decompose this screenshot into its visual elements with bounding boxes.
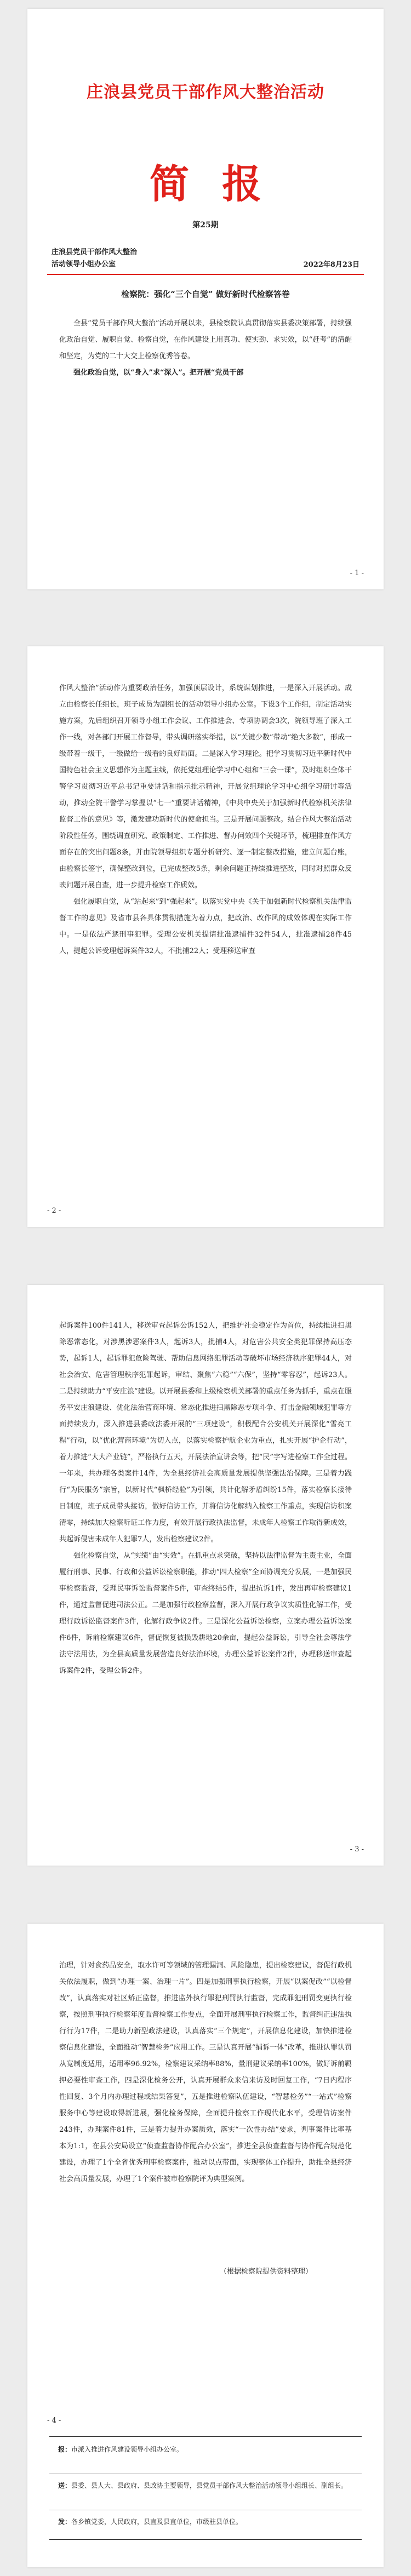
issue-number: 第25期 — [192, 221, 219, 230]
footer-top-rule — [49, 2436, 362, 2437]
masthead: 简报 — [149, 161, 294, 207]
distribute-label: 发： — [58, 2518, 72, 2526]
page-number: - 3 - — [350, 1845, 364, 1854]
page-1 — [27, 9, 384, 589]
page-number: - 4 - — [47, 2417, 61, 2425]
article-body-page4 — [59, 1958, 352, 2188]
report-to: 市派入推进作风建设领导小组办公室。 — [71, 2446, 184, 2453]
paragraph: 强化履职自觉，从“站起来”到“强起来”。以落实党中央《关于加强新时代检察机关法律监督工作的意见》及省市县各具体贯彻措施为着力点，把政治、改作风的成效体现在实际工作中。一是依法严惩刑事犯罪。受理公安机关提请批准逮捕件32件54人，批准逮捕28件45人，提起公诉受理起诉案件32人，不批捕22人；受理移送审查 — [59, 898, 352, 955]
source-note: （根据检察院提供资料整理） — [219, 2268, 312, 2276]
distribute-block — [58, 2515, 353, 2528]
issuing-org-line1: 庄浪县党员干部作风大整治 — [52, 248, 138, 256]
paragraph: 强化政治自觉，以“身入”求“深入”。把开展“党员干部 — [73, 369, 244, 377]
paragraph: 起诉案件100件141人，移送审查起诉公诉152人，把维护社会稳定作为首位，持续推进扫黑除恶常态化，对涉黑涉恶案件3人，起诉3人，批捕4人，对危害公共安全类犯罪保持高压态势，起诉1人，起诉罪犯危险驾驶、帮助信息网络犯罪活动等破坏市场经济秩序犯罪44人，对社会治安、危害管理秩序犯罪起诉，审结、聚焦“六稳”“六保”，坚持“零容忍”，起诉23人。二是持续助力“平安庄浪”建设。以开展县委和上级检察机关部署的重点任务为抓手，重点在服务平安庄浪建设、优化法治营商环境、常态化推进扫黑除恶专项斗争、打击金融领域犯罪等方面持续发力，深入推进县委政法委开展的“三项建设”，积极配合公安机关开展深化“雪亮工程”行动，以“优化营商环境”为切入点，以落实检察护航企业为重点，扎实开展“护企行动”，着力推进“大大产业链”，严格执行五天，开展法治宣讲会等，把“民”字写进检察工作全过程。一年来，共办理各类案件14件，为全县经济社会高质量发展提供坚强法治保障。三是着力践行“为民服务”宗旨，以新时代“枫桥经验”为引领，共计化解矛盾纠纷15件，落实检察长接待日制度，班子成员带头接访，做好信访工作，并将信访化解纳入检察工作重点，实现信访积案清零，持续加大检察听证工作力度，有效开展行政执法监督，未成年人检察工作取得新成效，共起诉侵害未成年人犯罪7人，发出检察建议2件。 — [59, 1322, 352, 1544]
issuing-org-line2: 活动领导小组办公室 — [52, 260, 116, 268]
page-number: - 2 - — [47, 1207, 61, 1215]
page-number: - 1 - — [350, 569, 364, 577]
red-divider — [47, 274, 364, 275]
document-title: 庄浪县党员干部作风大整治活动 — [87, 83, 324, 102]
page-3 — [27, 1285, 384, 1866]
send-label: 送： — [58, 2482, 72, 2489]
paragraph: 全县“党员干部作风大整治”活动开展以来，县检察院认真贯彻落实县委决策部署，持续强化政治自觉、履职自觉、检察自觉，在作风建设上用真功、使实劲、求实效，以“赶考”的清醒和坚定，为党的二十大交上检察优秀答卷。 — [59, 319, 352, 360]
report-to-block — [58, 2443, 353, 2456]
page-2 — [27, 646, 384, 1227]
report-label: 报： — [58, 2446, 72, 2453]
paragraph: 强化检察自觉，从“实绩”由“实效”。在抓重点求突破，坚持以法律监督为主责主业，全面履行刑事、民事、行政和公益诉讼检察职能，推动“四大检察”全面协调充分发展，一是加强民事检察监督，受理民事诉讼监督案件5件，审查终结5件，提出抗诉1件，发出再审检察建议1件，通过监督促进司法公正。二是加强行政检察监督，深入开展行政争议实质性化解工作，受理行政诉讼监督案件3件，化解行政争议2件。三是深化公益诉讼检察，立案办理公益诉讼案件6件，诉前检察建议6件，督促恢复被损毁耕地20余亩，提起公益诉讼，引导全社会尊法学法守法用法，为全县高质量发展营造良好法治环境，办理公益诉讼案件2件，办理移送审查起诉案件2件，受理公诉2件。 — [59, 1552, 352, 1675]
article-body-page3 — [59, 1318, 352, 1679]
article-title: 检察院：强化“三个自觉” 做好新时代检察答卷 — [121, 289, 290, 299]
footer-bottom-rule — [49, 2539, 362, 2540]
article-body-page2 — [59, 680, 352, 960]
paragraph: 作风大整治”活动作为重要政治任务，加强顶层设计，系统谋划推进，一是深入开展活动。成立由检察长任组长，班子成员为副组长的活动领导小组办公室。下设3个工作组，制定活动实施方案，先后组织召开领导小组工作会议、工作推进会、专项协调会3次，院领导班子深入工作一线，对各部门开展工作督导，带头调研落实举措，以“关键少数”带动“绝大多数”，形成一级带着一级干，一级做给一级看的良好局面。二是深入学习理论。把学习贯彻习近平新时代中国特色社会主义思想作为主题主线，依托党组理论学习中心组和“三会一课”，及时组织全体干警学习贯彻习近平总书记重要讲话和指示批示精神，开展党组理论学习中心组学习研讨等活动，推动全院干警学习掌握以“七一”重要讲话精神，《中共中央关于加强新时代检察机关法律监督工作的意见》等，激发建功新时代的使命担当。三是开展问题整改。结合作风大整治活动阶段性任务，围绕调查研究、政策制定、工作推进、督办问效四个关键环节，梳理排查作风方面存在的突出问题8条，并由院领导组织专题分析研究、逐一制定整改措施，建立问题台账，由检察长签字，确保整改到位，已完成整改5条，剩余问题正持续推进整改，同时对照群众反映问题开展自查，进一步提升检察工作质效。 — [59, 684, 352, 890]
distribute-to: 各乡镇党委，人民政府，县直及县直单位，市级驻县单位。 — [71, 2518, 243, 2526]
paragraph: 治理，针对食药品安全，取水许可等领域的管理漏洞、风险隐患，提出检察建议，督促行政机关依法履职，做到“办理一案、治理一片”。四是加强刑事执行检察，开展“以案促改”“以检督改”，认真落实对社区矫正监督，推进监外执行罪犯刑罚执行监督，完成罪犯刑罚变更执行检察，按照刑事执行检察年度监督检察工作要点，全面开展刑事执行检察工作，监督纠正违法执行行为17件，二是助力新型政法建设，认真落实“三个规定”，开展信息化建设，加快推进检察信息化建设，全面推动“智慧检务”应用工作。三是认真开展“捕诉一体”改革，推进认罪认罚从宽制度适用，适用率96.92%，检察建议采纳率88%，量刑建议采纳率100%，做好诉前羁押必要性审查工作，四是深化检务公开，认真开展群众来信来访及时回复工作，“7日内程序性回复、3个月内办理过程或结果答复”，五是推进检察队伍建设，“智慧检务”“一站式”检察服务中心等建设取得新进展，强化检务保障，全面提升检察工作现代化水平，受理信访案件243件，办理案件81件，三是着力提升办案质效，落实“一次性办结”要求，判事案件比率基本为1:1，在县公安局设立“侦查监督协作配合办公室”，推进全县侦查监督与协作配合规范化建设，办理了1个全省优秀刑事检察案件，推动以点带面，实现整体工作提升，助推全县经济社会高质量发展，办理了1个案件被市检察院评为典型案例。 — [59, 1961, 352, 2183]
page-4 — [27, 1924, 384, 2567]
send-to-block — [58, 2479, 353, 2492]
issue-date: 2022年8月23日 — [303, 261, 359, 269]
send-to: 县委、县人大、县政府、县政协主要领导，县党员干部作风大整治活动领导小组组长、副组长。 — [71, 2482, 348, 2489]
article-body-page1 — [59, 315, 352, 381]
